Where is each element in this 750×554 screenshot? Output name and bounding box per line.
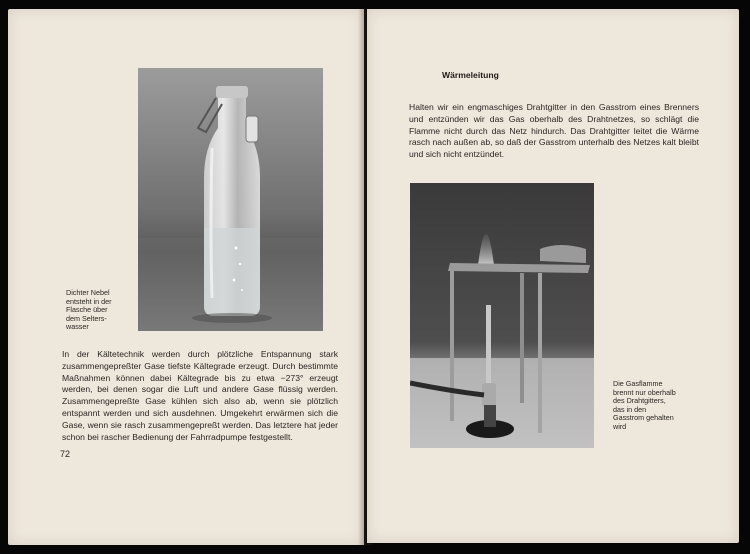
- right-page: [367, 9, 739, 543]
- left-body-paragraph: In der Kältetechnik werden durch plötzliche Entspannung stark zusammengepreßter Gase tiefste Kältegrade erzeugt. Durch bestimmte Maßnahmen können dabei Kältegrade bis zu etwa −273° erzeugt werden, bei denen sogar die Luft und andere Gase flüssig werden. Zusammengepreßte Gase kühlen sich also ab, wenn sie plötzlich entspannt werden und sich ausdehnen. Umgekehrt erwärmen sich die Gase, wenn sie rasch zusammengepreßt werden. Das letztere hat jeder schon bei rascher Bedienung der Fahrradpumpe festgestellt.: [62, 349, 338, 442]
- right-body-paragraph: Halten wir ein engmaschiges Drahtgitter in den Gasstrom eines Brenners und entzünden wir das Gas oberhalb des Drahtnetzes, so schlägt die Flamme nicht durch das Netz hindurch. Das Drahtgitter leitet die Wärme rasch nach außen ab, so daß der Gasstrom unterhalb des Netzes kalt bleibt und sich nicht entzündet.: [409, 102, 699, 160]
- burner-photo-caption: Die Gasflamme brennt nur oberhalb des Drahtgitters, das in den Gasstrom gehalten wird: [613, 379, 676, 431]
- left-page: [8, 9, 364, 545]
- burner-photo: [410, 183, 594, 448]
- bottle-photo: [138, 68, 323, 331]
- bottle-photo-caption: Dichter Nebel entsteht in der Flasche über dem Selters-wasser: [66, 288, 112, 332]
- section-heading: Wärmeleitung: [442, 70, 499, 80]
- page-number: 72: [60, 449, 71, 459]
